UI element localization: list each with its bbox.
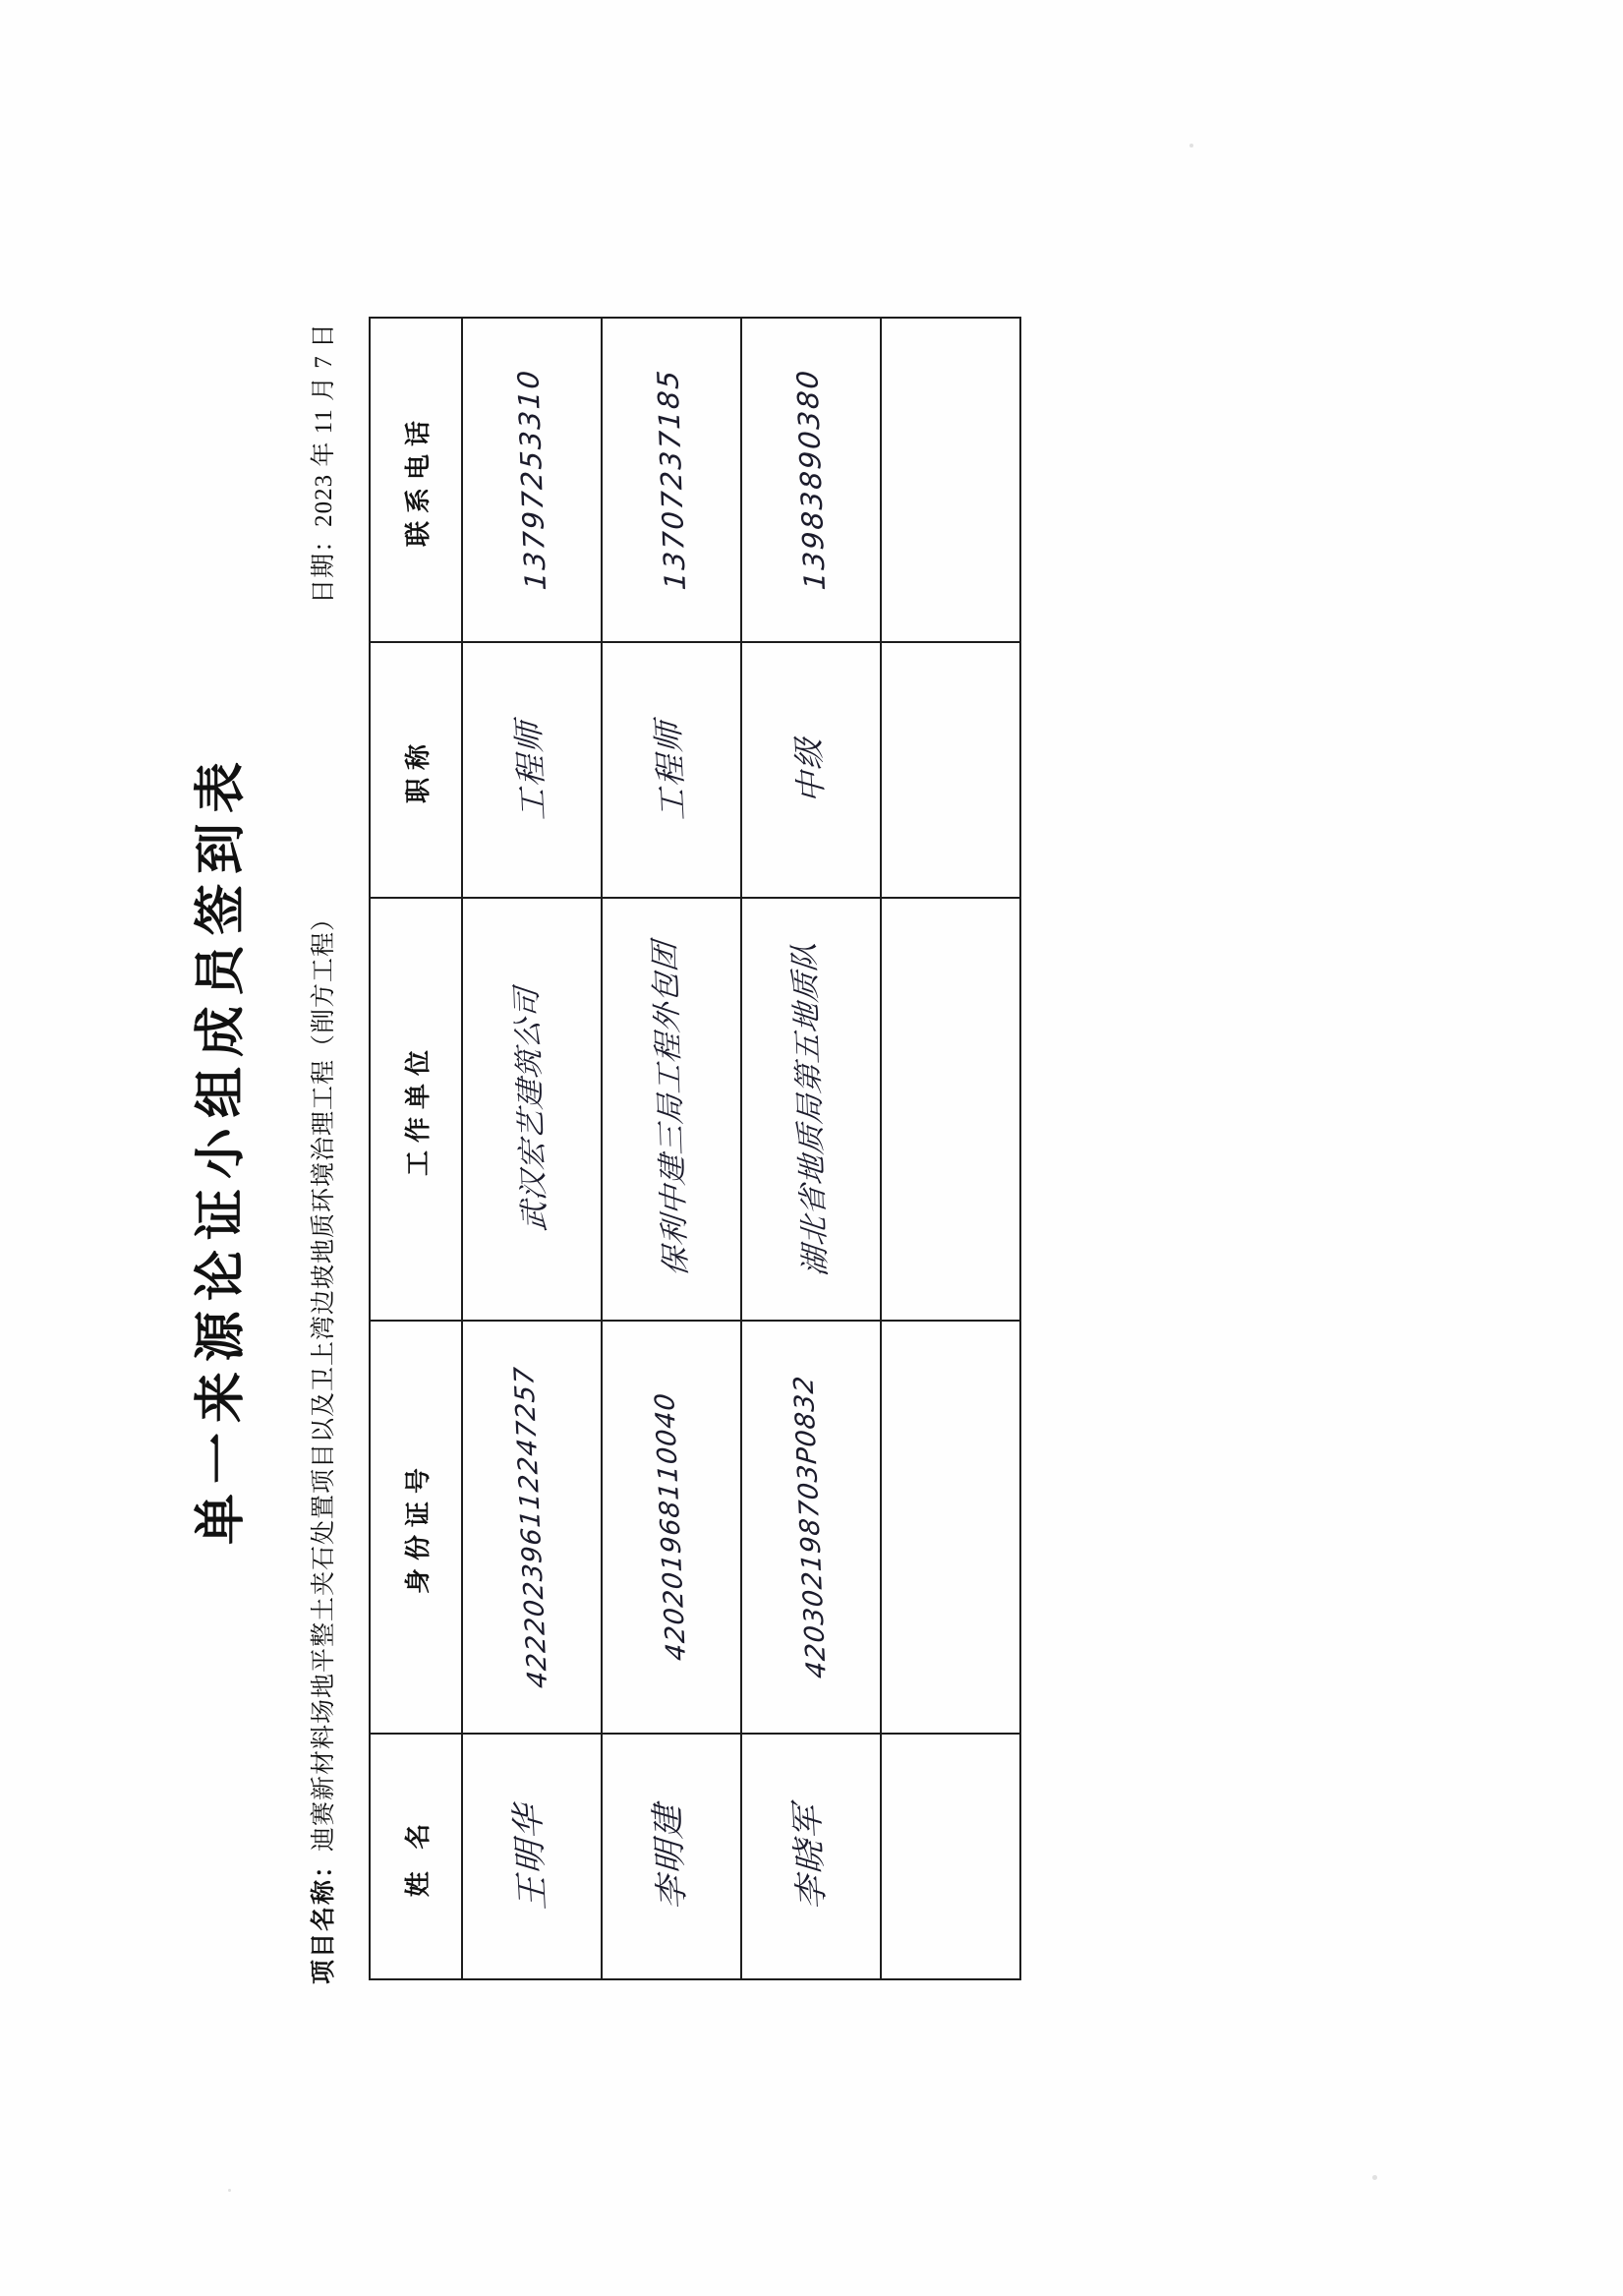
table-header-row	[370, 318, 462, 1979]
handwritten-id-number: 420302198703P0832	[787, 1374, 833, 1679]
date-value: 2023 年 11 月 7 日	[310, 322, 337, 527]
handwritten-name: 李明建	[647, 1801, 693, 1911]
handwritten-phone: 13797253310	[510, 367, 552, 592]
column-header-title: 职称	[370, 642, 462, 898]
handwritten-phone: 13983890380	[789, 367, 832, 592]
handwritten-name: 王明华	[507, 1801, 553, 1911]
cell-name	[602, 1734, 741, 1979]
handwritten-job-title: 中级	[788, 735, 831, 804]
column-header-unit: 工作单位	[370, 898, 462, 1321]
table-row	[741, 318, 881, 1979]
scan-speck	[1189, 144, 1193, 147]
handwritten-unit: 湖北省地质局第五地质队	[786, 939, 834, 1278]
handwritten-name: 李晓军	[786, 1801, 833, 1911]
scan-speck	[1372, 2175, 1377, 2180]
table-row	[881, 318, 1020, 1979]
scan-speck	[228, 2189, 231, 2192]
cell-name	[462, 1734, 602, 1979]
handwritten-job-title: 工程师	[648, 718, 692, 821]
project-name-line	[304, 905, 339, 1983]
table-row	[462, 318, 602, 1979]
table-row	[602, 318, 741, 1979]
project-name-value: 迪赛新材料场地平整土夹石处置项目以及卫上湾边坡地质环境治理工程（削方工程）	[310, 905, 337, 1852]
cell-unit	[741, 898, 881, 1321]
column-header-name: 姓 名	[370, 1734, 462, 1979]
document-body	[179, 116, 1623, 2181]
cell-id	[881, 1321, 1020, 1734]
handwritten-unit: 武汉宏艺建筑公司	[509, 985, 553, 1232]
signin-table	[369, 317, 1021, 1980]
handwritten-phone: 13707237185	[650, 367, 692, 592]
cell-unit	[462, 898, 602, 1321]
cell-name	[741, 1734, 881, 1979]
cell-phone	[741, 318, 881, 642]
cell-phone	[881, 318, 1020, 642]
cell-id	[462, 1321, 602, 1734]
cell-phone	[602, 318, 741, 642]
handwritten-id-number: 420201968110040	[649, 1390, 692, 1663]
cell-name	[881, 1734, 1020, 1979]
handwritten-unit: 保利中建三局工程外包团	[647, 939, 694, 1278]
column-header-phone: 联系电话	[370, 318, 462, 642]
document-meta	[304, 116, 339, 2181]
column-header-id: 身份证号	[370, 1321, 462, 1734]
cell-unit	[881, 898, 1020, 1321]
page-title: 单一来源论证小组成员签到表	[193, 751, 250, 1545]
handwritten-id-number: 422202396112247257	[508, 1364, 553, 1689]
cell-job-title	[881, 642, 1020, 898]
cell-id	[741, 1321, 881, 1734]
date-line	[304, 323, 339, 604]
cell-unit	[602, 898, 741, 1321]
cell-job-title	[602, 642, 741, 898]
rotated-document-content	[85, 116, 1539, 2181]
date-label: 日期：	[310, 526, 337, 604]
project-name-label: 项目名称：	[310, 1851, 337, 1984]
handwritten-job-title: 工程师	[508, 718, 552, 821]
cell-job-title	[741, 642, 881, 898]
cell-phone	[462, 318, 602, 642]
cell-id	[602, 1321, 741, 1734]
cell-job-title	[462, 642, 602, 898]
